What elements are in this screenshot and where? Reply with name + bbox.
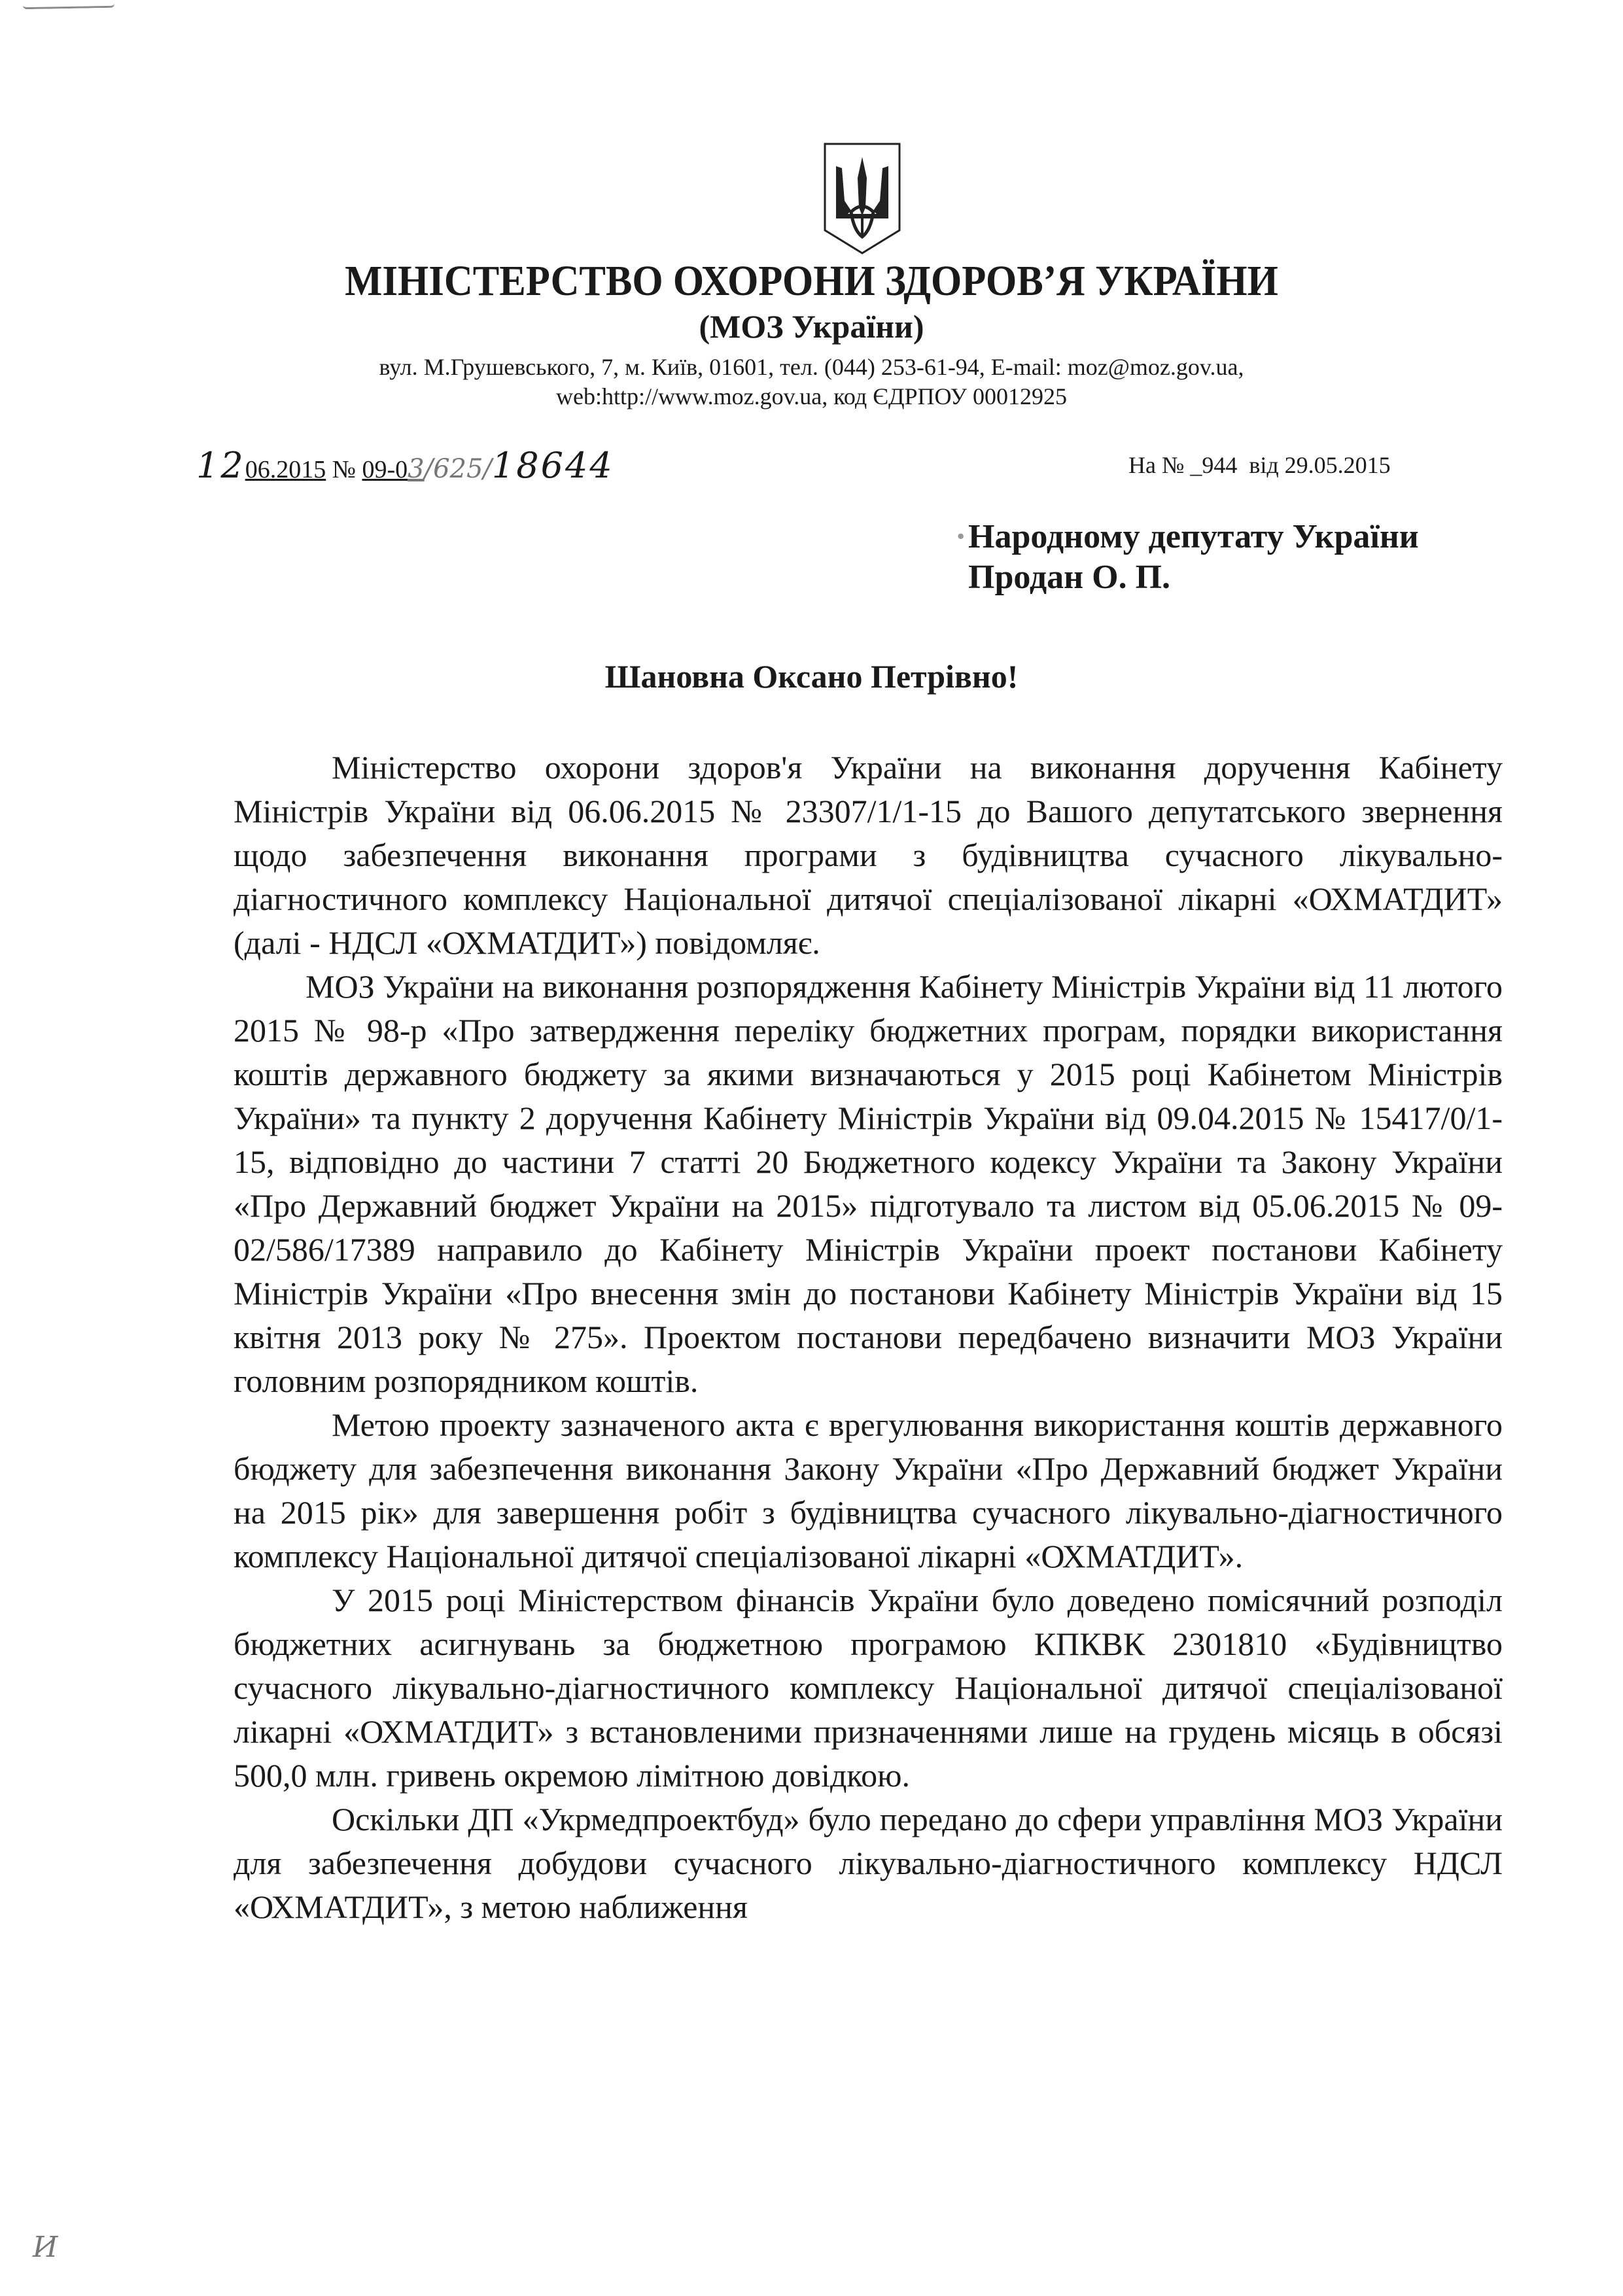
incoming-label: На № bbox=[1128, 452, 1185, 478]
paragraph-2: МОЗ України на виконання розпорядження Кабінету Міністрів України від 11 лютого 2015 № 98-р «Про затвердження переліку бюджетних програм, порядки використання коштів державного бюджету за якими визначаються у 2015 році Кабінетом Міністрів України» та пункту 2 доручення Кабінету Міністрів України від 09.04.2015 № 15417/0/1-15, відповідно до частини 7 статті 20 Бюджетного кодексу України та Закону України «Про Державний бюджет України на 2015» підготувало та листом від 05.06.2015 № 09-02/586/17389 направило до Кабінету Міністрів України проект постанови Кабінету Міністрів України «Про внесення змін до постанови Кабінету Міністрів України від 15 квітня 2013 року № 275». Проектом постанови передбачено визначити МОЗ України головним розпорядником коштів. bbox=[234, 968, 1503, 1399]
paragraph-4: У 2015 році Міністерством фінансів України було доведено помісячний розподіл бюджетних асигнувань за бюджетною програмою КПКВК 2301810 «Будівництво сучасного лікувально-діагностичного комплексу Національної дитячої спеціалізованої лікарні «ОХМАТДИТ» з встановленими призначеннями лише на грудень місяць в обсязі 500,0 млн. гривень окремою лімітною довідкою. bbox=[234, 1582, 1503, 1794]
scan-artifact bbox=[23, 0, 114, 9]
number-label: № bbox=[332, 456, 356, 483]
letter-body bbox=[234, 746, 1503, 1929]
recipient-block bbox=[955, 517, 1419, 598]
coat-of-arms-icon bbox=[820, 139, 905, 256]
handwritten-initial: И bbox=[33, 2231, 58, 2264]
incoming-date: 29.05.2015 bbox=[1284, 452, 1391, 478]
recipient-title: Народному депутату України bbox=[968, 518, 1419, 555]
outgoing-number-prefix: 09-0 bbox=[362, 456, 408, 483]
paragraph-3: Метою проекту зазначеного акта є врегулювання використання коштів державного бюджету для забезпечення виконання Закону України «Про Державний бюджет України на 2015 рік» для завершення робіт з будівництва сучасного лікувально-діагностичного комплексу Національної дитячої спеціалізованої лікарні «ОХМАТДИТ». bbox=[234, 1406, 1503, 1574]
outgoing-date: 06.2015 bbox=[245, 456, 326, 483]
salutation: Шановна Оксано Петрівно! bbox=[604, 658, 1019, 695]
handwritten-day: 12 bbox=[196, 445, 245, 486]
paragraph-5: Оскільки ДП «Укрмедпроектбуд» було передано до сфери управління МОЗ України для забезпечення добудови сучасного лікувально-діагностичного комплексу НДСЛ «ОХМАТДИТ», з метою наближення bbox=[234, 1801, 1503, 1925]
handwritten-number-part: /625/ bbox=[424, 454, 492, 484]
address-line-1: вул. М.Грушевського, 7, м. Київ, 01601, тел. (044) 253-61-94, E-mail: moz@moz.gov.ua, bbox=[379, 354, 1244, 380]
ministry-name: МІНІСТЕРСТВО ОХОРОНИ ЗДОРОВ’Я УКРАЇНИ bbox=[345, 257, 1278, 305]
outgoing-registration bbox=[196, 445, 614, 486]
incoming-from-label: від bbox=[1249, 452, 1279, 478]
handwritten-number-tail: 18644 bbox=[491, 445, 614, 486]
handwritten-number-digit: 3 bbox=[408, 454, 425, 484]
margin-mark: · bbox=[955, 518, 967, 555]
address-line-2: web:http://www.moz.gov.ua, код ЄДРПОУ 00012925 bbox=[555, 383, 1067, 409]
incoming-reference bbox=[1128, 451, 1391, 479]
recipient-name: Продан О. П. bbox=[968, 559, 1171, 596]
incoming-number: _944 bbox=[1190, 452, 1238, 478]
paragraph-1: Міністерство охорони здоров'я України на виконання доручення Кабінету Міністрів України від 06.06.2015 № 23307/1/1-15 до Вашого депутатського звернення щодо забезпечення виконання програми з будівництва сучасного лікувально-діагностичного комплексу Національної дитячої спеціалізованої лікарні «ОХМАТДИТ» (далі - НДСЛ «ОХМАТДИТ») повідомляє. bbox=[234, 749, 1503, 961]
ministry-abbreviation: (МОЗ України) bbox=[699, 308, 924, 345]
trident-icon bbox=[820, 139, 905, 256]
